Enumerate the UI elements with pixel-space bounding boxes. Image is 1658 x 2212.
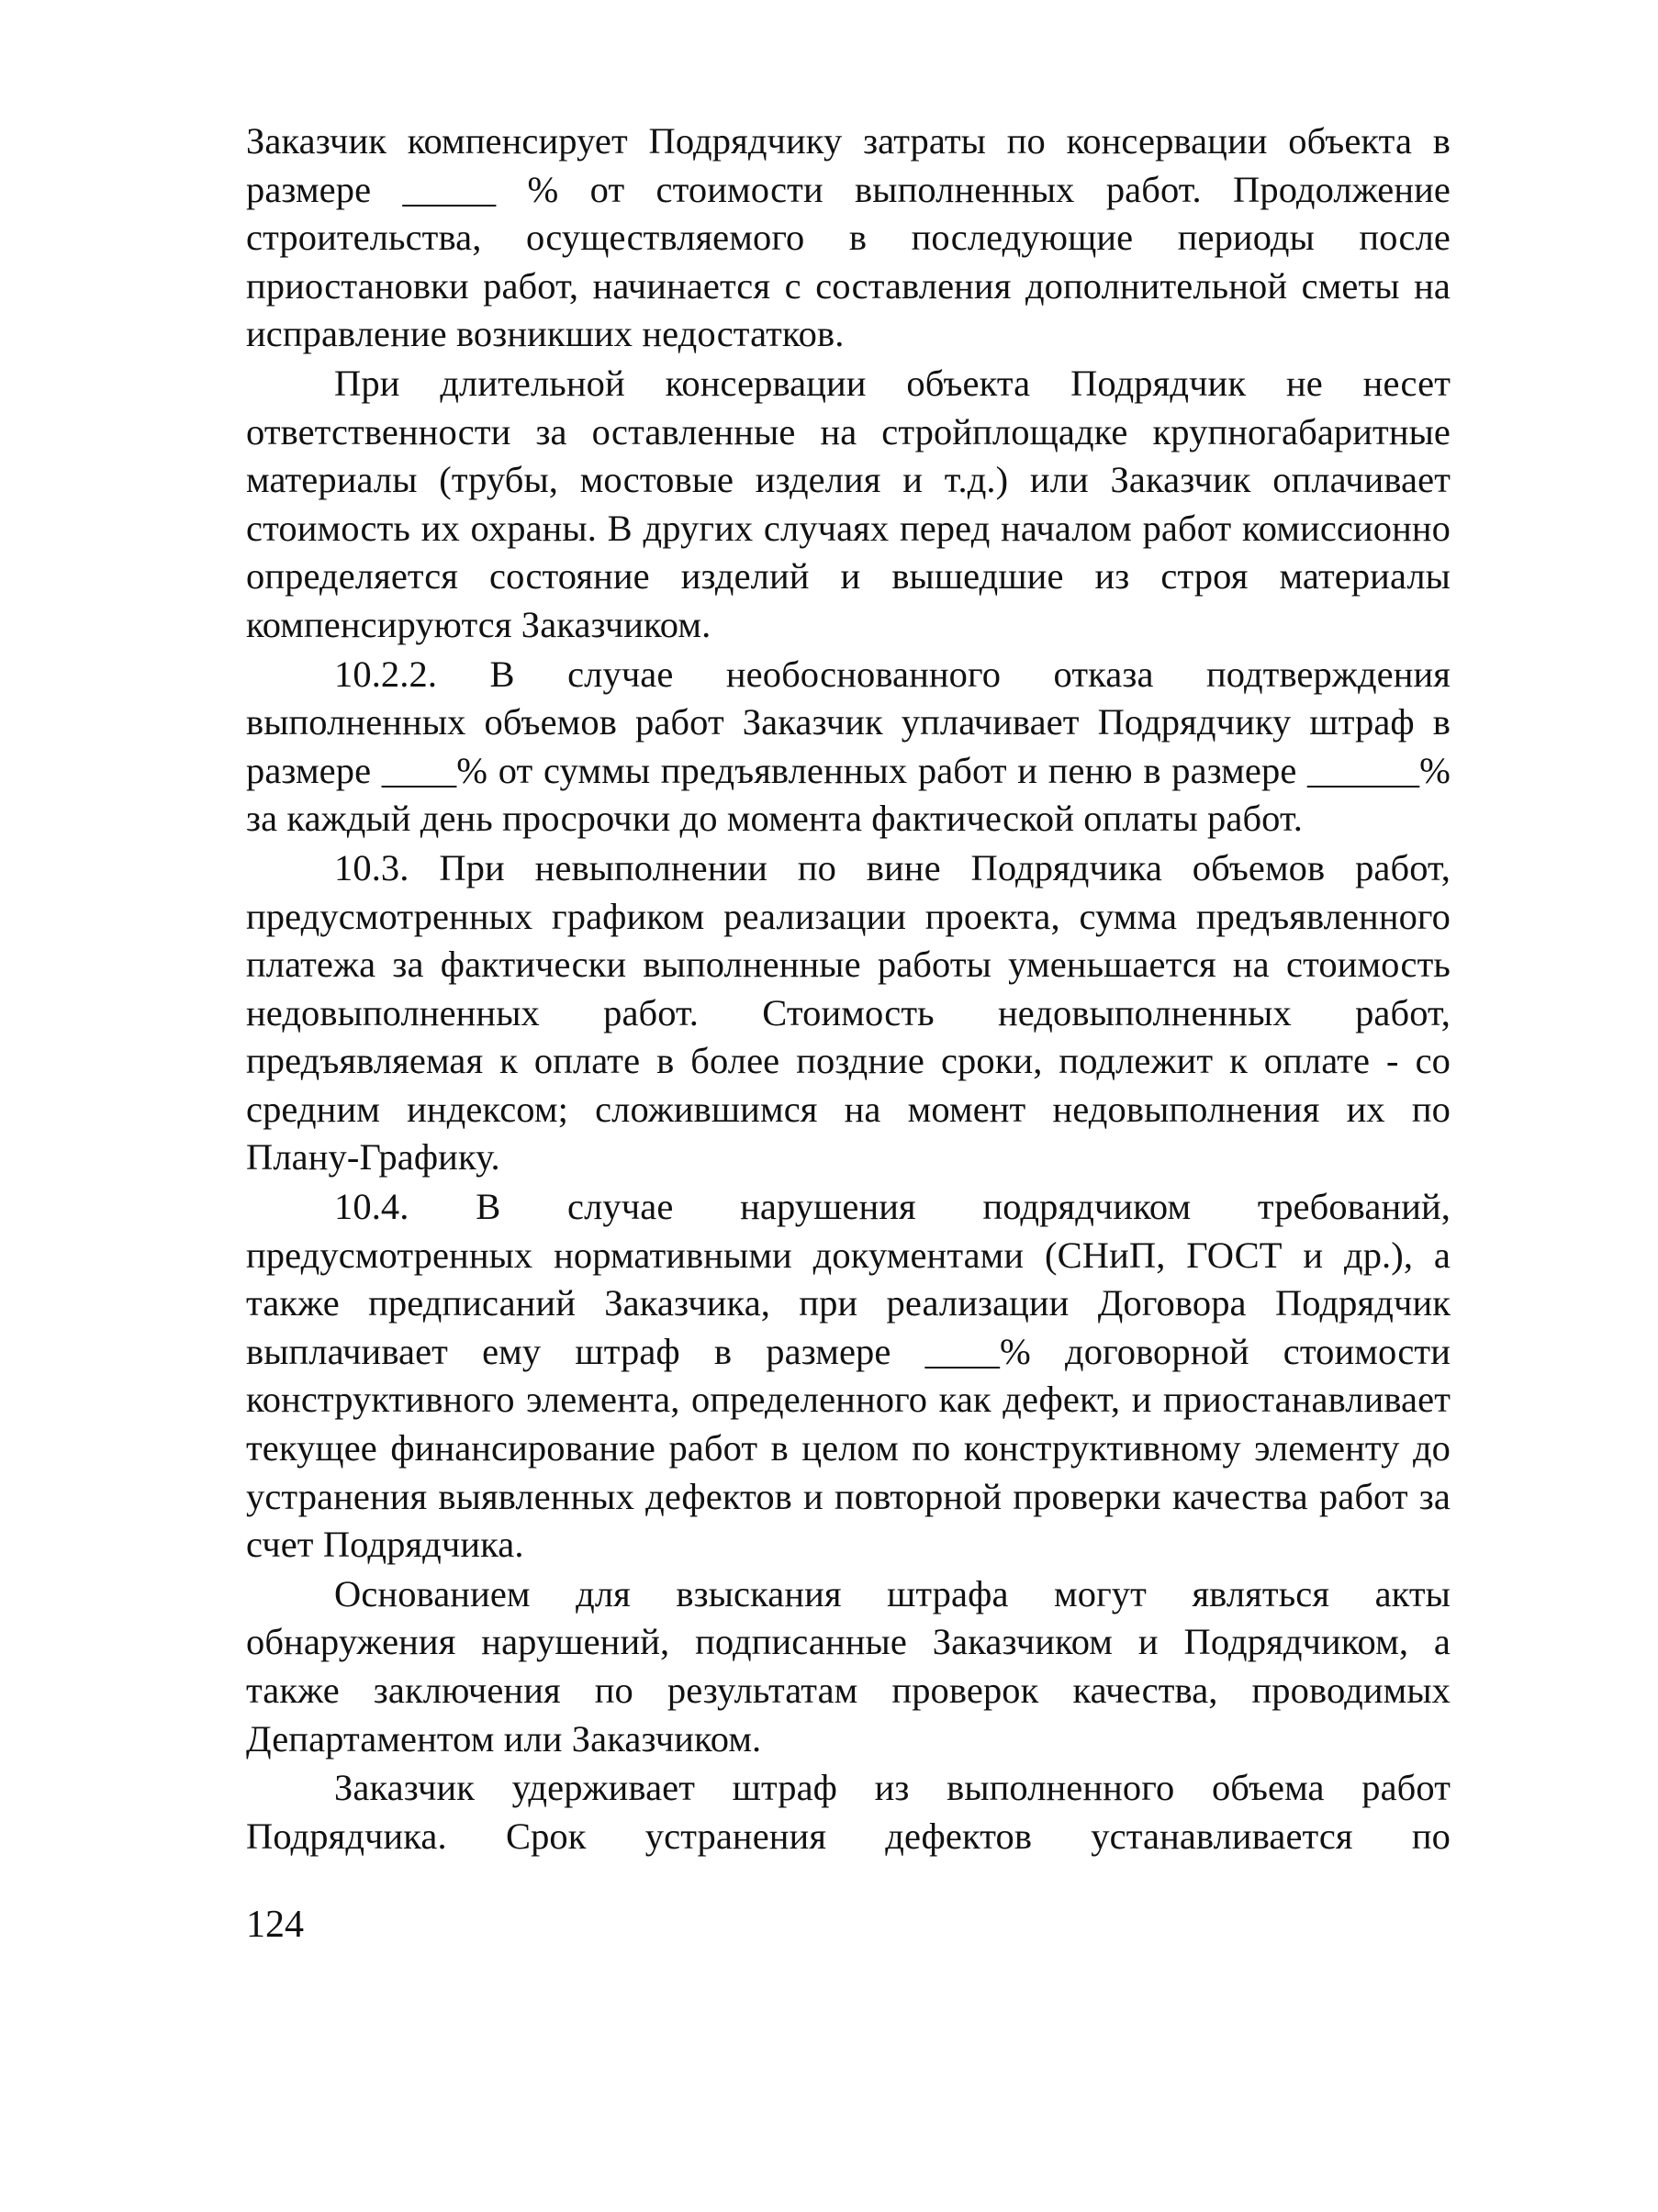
- paragraph-long-conservation: При длительной консервации объекта Подрядчик не несет ответственности за оставленные на стройплощадке крупногабаритные материалы (трубы, мостовые изделия и т.д.) или Заказчик оплачивает стоимость их охраны. В других случаях перед началом работ комиссионно определяется состояние изделий и вышедшие из строя материалы компенсируются Заказчиком.: [246, 362, 1451, 645]
- paragraph-10-2-2: 10.2.2. В случае необоснованного отказа подтверждения выполненных объемов работ Заказчик уплачивает Подрядчику штраф в размере ____% от суммы предъявленных работ и пеню в размере ______% за каждый день просрочки до момента фактической оплаты работ.: [246, 653, 1451, 840]
- page-number: 124: [246, 1904, 304, 1946]
- paragraph-conservation-compensation: Заказчик компенсирует Подрядчику затраты по консервации объекта в размере _____ % от стоимости выполненных работ. Продолжение строительства, осуществляемого в последующие периоды после приостановки работ, начинается с составления дополнительной сметы на исправление возникших недостатков.: [246, 120, 1451, 355]
- paragraph-10-4: 10.4. В случае нарушения подрядчиком требований, предусмотренных нормативными документами (СНиП, ГОСТ и др.), а также предписаний Заказчика, при реализации Договора Подрядчик выплачивает ему штраф в размере ____% договорной стоимости конструктивного элемента, определенного как дефект, и приостанавливает текущее финансирование работ в целом по конструктивному элементу до устранения выявленных дефектов и повторной проверки качества работ за счет Подрядчика.: [246, 1186, 1451, 1566]
- paragraph-fine-grounds: Основанием для взыскания штрафа могут являться акты обнаружения нарушений, подписанные Заказчиком и Подрядчиком, а также заключения по результатам проверок качества, проводимых Департаментом или Заказчиком.: [246, 1572, 1451, 1760]
- page-body: [246, 117, 1451, 1861]
- paragraph-10-3: 10.3. При невыполнении по вине Подрядчика объемов работ, предусмотренных графиком реализации проекта, сумма предъявленного платежа за фактически выполненные работы уменьшается на стоимость недовыполненных работ. Стоимость недовыполненных работ, предъявляемая к оплате в более поздние сроки, подлежит к оплате - со средним индексом; сложившимся на момент недовыполнения их по Плану-Графику.: [246, 846, 1451, 1179]
- paragraph-fine-withholding: Заказчик удерживает штраф из выполненного объема работ Подрядчика. Срок устранения дефектов устанавливается по: [246, 1767, 1451, 1857]
